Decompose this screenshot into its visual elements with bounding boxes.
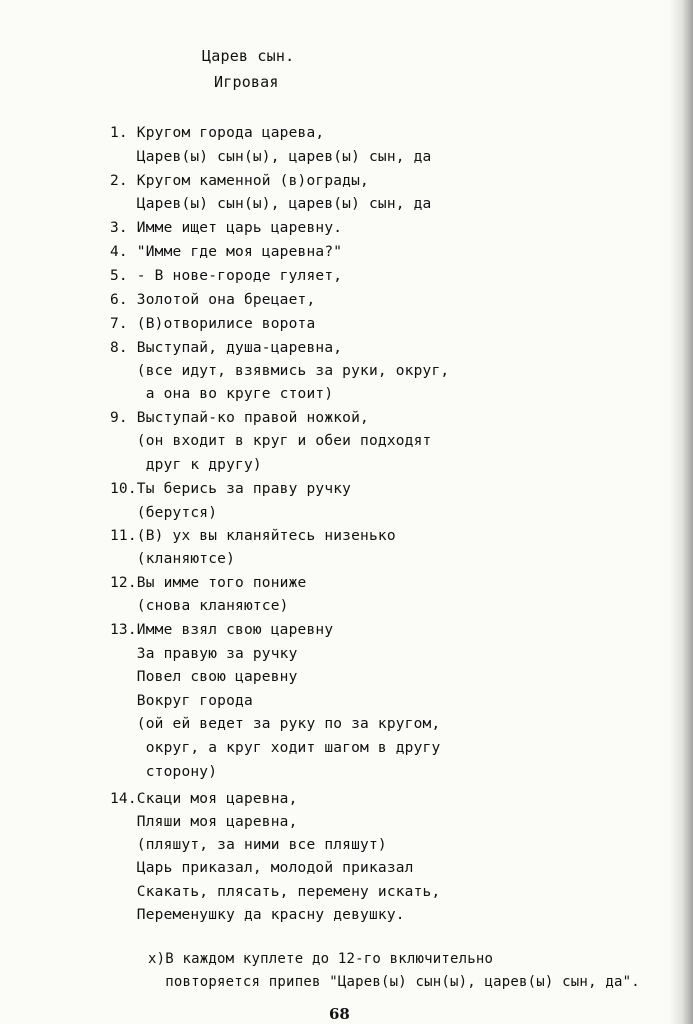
verse-line: Переменушку да красну девушку.: [110, 907, 405, 923]
verse-line: 2. Кругом каменной (в)ограды,: [110, 173, 369, 189]
verse-line: Царев(ы) сын(ы), царев(ы) сын, да: [110, 196, 432, 212]
verse-line: (ой ей ведет за руку по за кругом,: [110, 716, 441, 732]
verse-line: сторону): [110, 764, 218, 780]
footnote-line: повторяется припев "Царев(ы) сын(ы), царев(ы) сын, да".: [148, 974, 640, 990]
verse-line: (снова кланяютсе): [110, 598, 289, 614]
verse-line: 12.Вы имме того пониже: [110, 575, 307, 591]
verse-line: 11.(В) ух вы кланяйтесь низенько: [110, 528, 396, 544]
verse-line: За правую за ручку: [110, 646, 298, 662]
verse-line: 1. Кругом города царева,: [110, 125, 325, 141]
verse-line: Царь приказал, молодой приказал: [110, 860, 414, 876]
verse-line: (все идут, взявмись за руки, округ,: [110, 363, 450, 379]
verse-line: Пляши моя царевна,: [110, 814, 298, 830]
verse-line: 10.Ты берись за праву ручку: [110, 481, 352, 497]
verse-line: 5. - В нове-городе гуляет,: [110, 268, 343, 284]
verse-line: Вокруг города: [110, 693, 253, 709]
verse-line: 4. "Имме где моя царевна?": [110, 244, 343, 260]
verse-line: (пляшут, за ними все пляшут): [110, 837, 387, 853]
verse-line: Скакать, плясать, перемену искать,: [110, 884, 441, 900]
verse-line: 3. Имме ищет царь царевну.: [110, 220, 343, 236]
song-subtitle: Игровая: [214, 73, 279, 91]
verse-line: 14.Скаци моя царевна,: [110, 791, 298, 807]
verse-line: округ, а круг ходит шагом в другу: [110, 740, 441, 756]
verse-line: 6. Золотой она брецает,: [110, 292, 316, 308]
verse-line: Царев(ы) сын(ы), царев(ы) сын, да: [110, 149, 432, 165]
verse-line: Повел свою царевну: [110, 669, 298, 685]
footnote-line: х)В каждом куплете до 12-го включительно: [148, 951, 494, 967]
song-title: Царев сын.: [202, 47, 295, 65]
verse-line: друг к другу): [110, 457, 262, 473]
page-number: 68: [329, 1005, 350, 1023]
verse-line: 9. Выступай-ко правой ножкой,: [110, 410, 369, 426]
verse-line: (он входит в круг и обеи подходят: [110, 433, 432, 449]
verse-line: (берутся): [110, 505, 218, 521]
verse-line: 13.Имме взял свою царевну: [110, 622, 334, 638]
verse-line: 8. Выступай, душа-царевна,: [110, 340, 343, 356]
verse-line: (кланяютсе): [110, 551, 236, 567]
verse-line: 7. (В)отворилисе ворота: [110, 316, 316, 332]
verse-line: а она во круге стоит): [110, 386, 334, 402]
